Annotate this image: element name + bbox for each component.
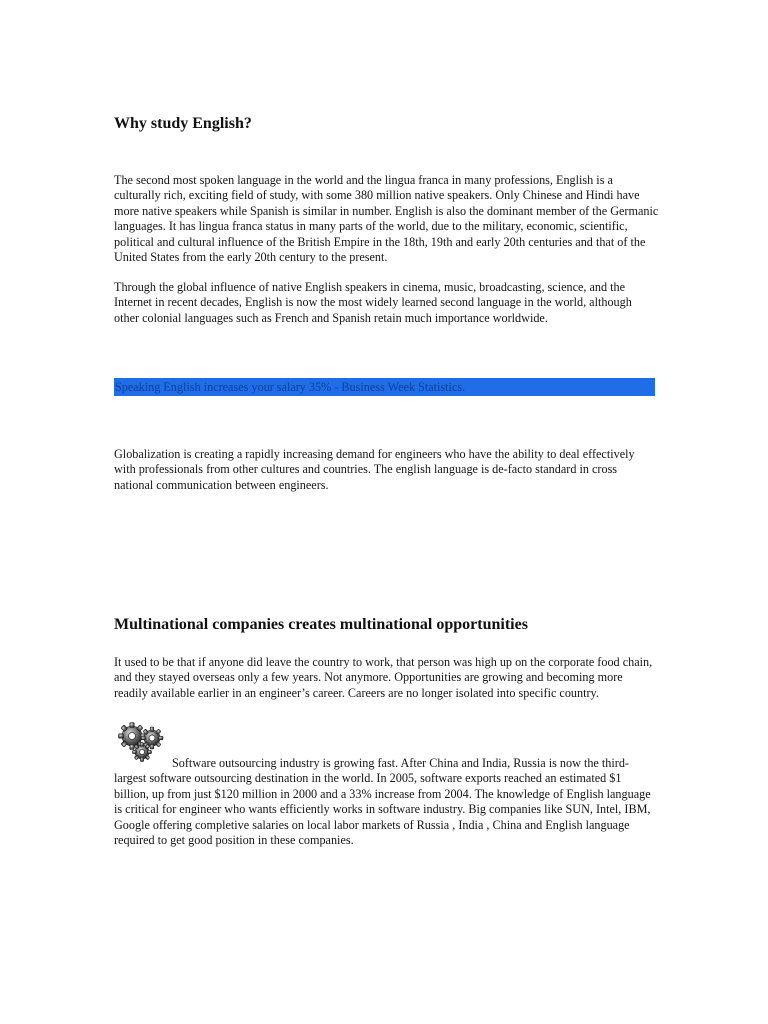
paragraph-english-overview: The second most spoken language in the world and the lingua franca in many professions, English is a culturally rich, exciting field of study, with some 380 million native speakers. Only Chinese and Hindi have more native speakers while Spanish is similar in number. English is also the dominant member of the Germanic languages. It has lingua franca status in many parts of the world, due to the military, economic, scientific, political and cultural influence of the British Empire in the 18th, 19th and early 20th centuries and that of the United States from the early 20th century to the present. bbox=[114, 173, 659, 265]
heading-why-study-english: Why study English? bbox=[114, 115, 252, 132]
heading-multinational-opportunities: Multinational companies creates multinational opportunities bbox=[114, 616, 528, 633]
paragraph-opportunities: It used to be that if anyone did leave the country to work, that person was high up on the corporate food chain, and they stayed overseas only a few years. Not anymore. Opportunities are growing and becoming more readily available earlier in an engineer’s career. Careers are no longer isolated into specific country. bbox=[114, 655, 653, 700]
paragraph-software-outsourcing bbox=[114, 756, 659, 848]
paragraph-global-influence: Through the global influence of native English speakers in cinema, music, broadcasting, science, and the Internet in recent decades, English is now the most widely learned second language in the world, although other colonial languages such as French and Spanish retain much importance worldwide. bbox=[114, 280, 632, 325]
software-outsourcing-text: Software outsourcing industry is growing fast. After China and India, Russia is now the third-largest software outsourcing destination in the world. In 2005, software exports reached an estimated $1 billion, up from just $120 million in 2000 and a 33% increase from 2004. The knowledge of English language is critical for engineer who wants efficiently works in software industry. Big companies like SUN, Intel, IBM, Google offering completive salaries on local labor markets of Russia , India , China and English language required to get good position in these companies. bbox=[114, 756, 651, 848]
paragraph-globalization: Globalization is creating a rapidly increasing demand for engineers who have the ability to deal effectively with professionals from other cultures and countries. The english language is de-facto standard in cross national communication between engineers. bbox=[114, 447, 635, 492]
salary-statistic-banner: Speaking English increases your salary 35% - Business Week Statistics. bbox=[114, 378, 655, 396]
